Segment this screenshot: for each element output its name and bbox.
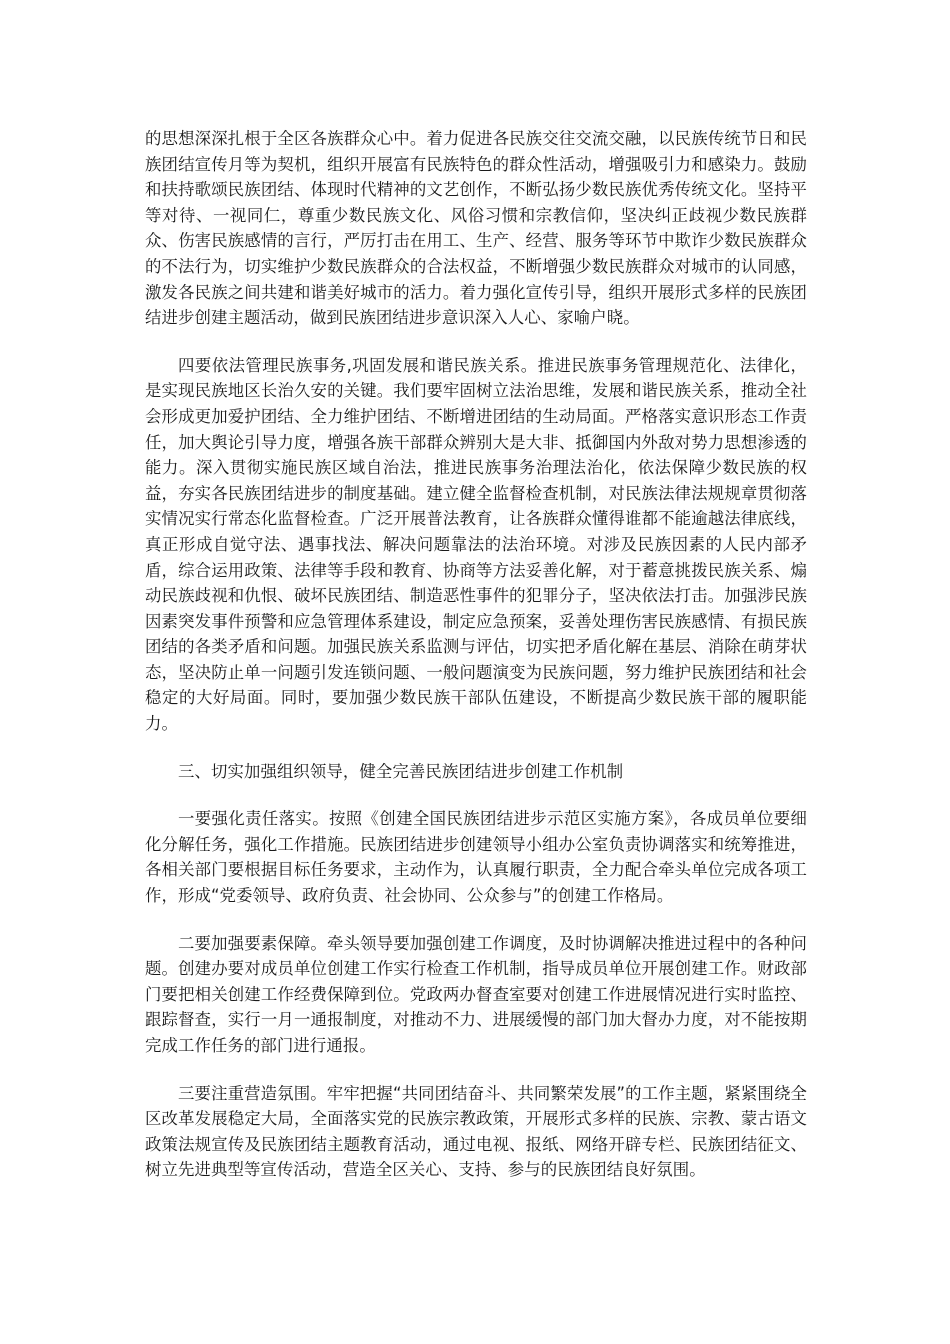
paragraph-continuation: 的思想深深扎根于全区各族群众心中。着力促进各民族交往交流交融，以民族传统节日和民族团结宣传月等为契机，组织开展富有民族特色的群众性活动，增强吸引力和感染力。鼓励和扶持歌颂民族团结、体现时代精神的文艺创作，不断弘扬少数民族优秀传统文化。坚持平等对待、一视同仁，尊重少数民族文化、风俗习惯和宗教信仰，坚决纠正歧视少数民族群众、伤害民族感情的言行，严厉打击在用工、生产、经营、服务等环节中欺诈少数民族群众的不法行为，切实维护少数民族群众的合法权益，不断增强少数民族群众对城市的认同感，激发各民族之间共建和谐美好城市的活力。着力强化宣传引导，组织开展形式多样的民族团结进步创建主题活动，做到民族团结进步意识深入人心、家喻户晓。 (145, 129, 807, 328)
paragraph-atmosphere: 三要注重营造氛围。牢牢把握“共同团结奋斗、共同繁荣发展”的工作主题，紧紧围绕全区改革发展稳定大局，全面落实党的民族宗教政策，开展形式多样的民族、宗教、蒙古语文政策法规宣传及民族团结主题教育活动，通过电视、报纸、网络开辟专栏、民族团结征文、树立先进典型等宣传活动，营造全区关心、支持、参与的民族团结良好氛围。 (145, 1083, 807, 1180)
paragraph-responsibility: 一要强化责任落实。按照《创建全国民族团结进步示范区实施方案》，各成员单位要细化分解任务，强化工作措施。民族团结进步创建领导小组办公室负责协调落实和统筹推进，各相关部门要根据目标任务要求，主动作为，认真履行职责，全力配合牵头单位完成各项工作，形成“党委领导、政府负责、社会协同、公众参与”的创建工作格局。 (145, 809, 807, 906)
paragraph-resource-guarantee: 二要加强要素保障。牵头领导要加强创建工作调度，及时协调解决推进过程中的各种问题。创建办要对成员单位创建工作实行检查工作机制，指导成员单位开展创建工作。财政部门要把相关创建工作经费保障到位。党政两办督查室要对创建工作进展情况进行实时监控、跟踪督查，实行一月一通报制度，对推动不力、进展缓慢的部门加大督办力度，对不能按期完成工作任务的部门进行通报。 (145, 933, 807, 1055)
paragraph-legal-management: 四要依法管理民族事务,巩固发展和谐民族关系。推进民族事务管理规范化、法律化，是实现民族地区长治久安的关键。我们要牢固树立法治思维，发展和谐民族关系，推动全社会形成更加爱护团结、全力维护团结、不断增进团结的生动局面。严格落实意识形态工作责任，加大舆论引导力度，增强各族干部群众辨别大是大非、抵御国内外敌对势力思想渗透的能力。深入贯彻实施民族区域自治法，推进民族事务治理法治化，依法保障少数民族的权益，夯实各民族团结进步的制度基础。建立健全监督检查机制，对民族法律法规规章贯彻落实情况实行常态化监督检查。广泛开展普法教育，让各族群众懂得谁都不能逾越法律底线，真正形成自觉守法、遇事找法、解决问题靠法的法治环境。对涉及民族因素的人民内部矛盾，综合运用政策、法律等手段和教育、协商等方法妥善化解，对于蓄意挑拨民族关系、煽动民族歧视和仇恨、破坏民族团结、制造恶性事件的犯罪分子，坚决依法打击。加强涉民族因素突发事件预警和应急管理体系建设，制定应急预案，妥善处理伤害民族感情、有损民族团结的各类矛盾和问题。加强民族关系监测与评估，切实把矛盾化解在基层、消除在萌芽状态，坚决防止单一问题引发连锁问题、一般问题演变为民族问题，努力维护民族团结和社会稳定的大好局面。同时，要加强少数民族干部队伍建设，不断提高少数民族干部的履职能力。 (145, 355, 807, 734)
document-page (145, 126, 807, 1183)
section-heading-organization: 三、切实加强组织领导，健全完善民族团结进步创建工作机制 (178, 761, 624, 781)
